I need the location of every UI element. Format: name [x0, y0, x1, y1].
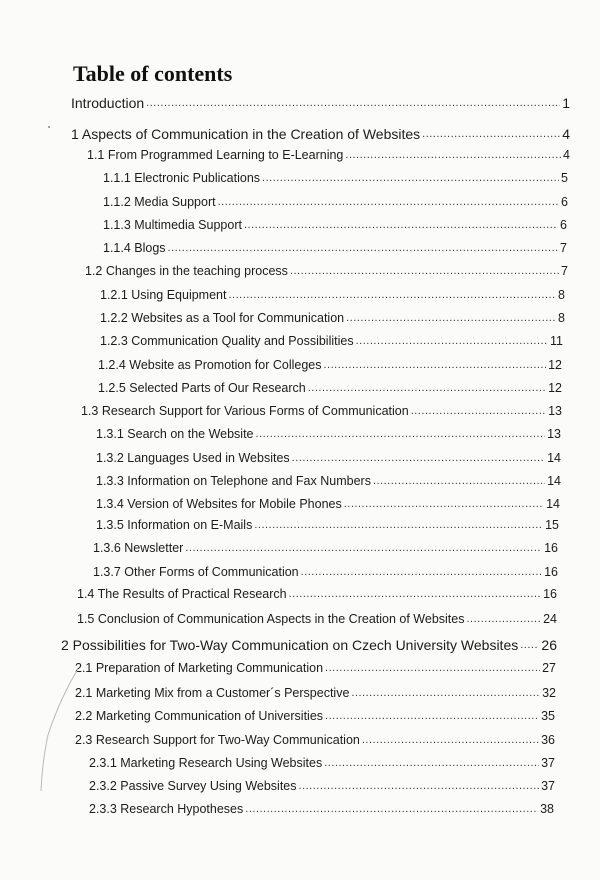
toc-entry: [96, 518, 559, 533]
dot-leader: [289, 587, 542, 602]
toc-entry-label: 2.3 Research Support for Two-Way Communication: [75, 733, 360, 747]
scan-dot-mark: [46, 124, 52, 130]
toc-entry: [96, 474, 561, 489]
dot-leader: [324, 756, 539, 771]
dot-leader: [325, 661, 540, 676]
toc-entry: [77, 587, 557, 602]
toc-entry: [96, 427, 561, 442]
dot-leader: [411, 404, 546, 419]
toc-entry: [100, 311, 565, 326]
dot-leader: [292, 451, 545, 466]
dot-leader: [301, 565, 542, 580]
toc-entry-label: 2.3.2 Passive Survey Using Websites: [89, 779, 297, 793]
toc-entry-page-number: 27: [542, 661, 556, 675]
dot-leader: [290, 264, 559, 279]
toc-entry: [81, 404, 562, 419]
toc-entry-page-number: 8: [558, 288, 565, 302]
toc-entry-label: 1.1.4 Blogs: [103, 241, 166, 255]
dot-leader: [146, 96, 560, 111]
toc-entry-label: 1.3.4 Version of Websites for Mobile Phones: [96, 497, 342, 511]
dot-leader: [254, 518, 543, 533]
toc-entry: [87, 148, 570, 163]
toc-entry-label: 2.1 Marketing Mix from a Customer´s Perspective: [75, 686, 350, 700]
toc-entry-label: 1 Aspects of Communication in the Creation of Websites: [71, 126, 421, 142]
toc-entry: [98, 358, 562, 373]
dot-leader: [218, 195, 559, 210]
toc-entry-label: 2 Possibilities for Two-Way Communication on Czech University Websites: [61, 637, 519, 653]
toc-entry: [96, 497, 560, 512]
toc-entry: [75, 686, 556, 701]
toc-entry: [75, 709, 555, 724]
toc-entry: [93, 541, 558, 556]
toc-entry: [93, 565, 558, 580]
toc-entry-label: 1.2.1 Using Equipment: [100, 288, 227, 302]
toc-entry: [103, 195, 568, 210]
dot-leader: [244, 218, 558, 233]
dot-leader: [422, 127, 560, 142]
toc-entry-label: 1.2.5 Selected Parts of Our Research: [98, 381, 306, 395]
toc-entry: [71, 126, 570, 142]
toc-entry-label: 2.1 Preparation of Marketing Communication: [75, 661, 324, 675]
toc-entry-page-number: 15: [545, 518, 559, 532]
toc-entry-label: 1.3 Research Support for Various Forms of Communication: [81, 404, 409, 418]
toc-entry-label: 1.1 From Programmed Learning to E-Learning: [87, 148, 344, 162]
toc-entry: [89, 779, 555, 794]
dot-leader: [262, 171, 559, 186]
dot-leader: [324, 358, 547, 373]
toc-entry-label: 1.3.6 Newsletter: [93, 541, 184, 555]
toc-entry: [89, 802, 554, 817]
toc-entry-label: 1.3.3 Information on Telephone and Fax Numbers: [96, 474, 371, 488]
page-title: Table of contents: [73, 61, 233, 86]
toc-entry-page-number: 12: [548, 358, 562, 372]
dot-leader: [308, 381, 546, 396]
dot-leader: [185, 541, 542, 556]
dot-leader: [520, 638, 539, 653]
toc-entry: [100, 334, 563, 349]
toc-entry-page-number: 8: [558, 311, 565, 325]
toc-entry-label: 1.1.2 Media Support: [103, 195, 216, 209]
toc-entry-page-number: 32: [542, 686, 556, 700]
toc-entry-page-number: 37: [541, 756, 555, 770]
toc-entry-page-number: 12: [548, 381, 562, 395]
toc-entry-page-number: 16: [543, 587, 557, 601]
toc-entry-page-number: 24: [543, 612, 557, 626]
toc-entry: [103, 218, 567, 233]
toc-entry-page-number: 7: [560, 241, 567, 255]
toc-entry-label: 1.2 Changes in the teaching process: [85, 264, 288, 278]
toc-entry-page-number: 16: [544, 565, 558, 579]
toc-entry: [96, 451, 561, 466]
toc-entry-page-number: 13: [548, 404, 562, 418]
dot-leader: [344, 497, 544, 512]
toc-entry-label: 2.2 Marketing Communication of Universities: [75, 709, 324, 723]
toc-entry-label: 1.3.7 Other Forms of Communication: [93, 565, 299, 579]
toc-entry-page-number: 7: [561, 264, 568, 278]
toc-entry-label: 1.3.5 Information on E-Mails: [96, 518, 253, 532]
toc-entry-page-number: 11: [550, 334, 563, 348]
toc-entry-page-number: 5: [561, 171, 568, 185]
toc-entry-label: 1.4 The Results of Practical Research: [77, 587, 287, 601]
toc-entry-label: 1.2.3 Communication Quality and Possibilities: [100, 334, 354, 348]
toc-entry-page-number: 26: [541, 637, 557, 653]
toc-entry-label: Introduction: [71, 95, 145, 111]
toc-entry: [98, 381, 562, 396]
toc-entry: [103, 171, 568, 186]
toc-entry-label: 2.3.1 Marketing Research Using Websites: [89, 756, 323, 770]
toc-entry-page-number: 38: [540, 802, 554, 816]
toc-entry: [85, 264, 568, 279]
dot-leader: [362, 733, 539, 748]
toc-entry-label: 1.5 Conclusion of Communication Aspects in the Creation of Websites: [77, 612, 465, 626]
dot-leader: [168, 241, 559, 256]
toc-entry-page-number: 6: [561, 195, 568, 209]
toc-entry: [100, 288, 565, 303]
toc-entry: [71, 95, 570, 111]
dot-leader: [356, 334, 548, 349]
toc-entry-page-number: 4: [562, 126, 570, 142]
dot-leader: [345, 148, 561, 163]
dot-leader: [228, 288, 556, 303]
toc-entry-page-number: 37: [541, 779, 555, 793]
toc-entry: [75, 661, 556, 676]
toc-entry: [103, 241, 567, 256]
dot-leader: [325, 709, 539, 724]
dot-leader: [373, 474, 545, 489]
pencil-stroke-mark: [38, 665, 88, 795]
toc-entry-page-number: 14: [547, 474, 561, 488]
toc-entry: [77, 612, 557, 627]
dot-leader: [245, 802, 538, 817]
dot-leader: [346, 311, 556, 326]
toc-entry-label: 2.3.3 Research Hypotheses: [89, 802, 244, 816]
toc-entry-page-number: 36: [541, 733, 555, 747]
toc-entry-label: 1.1.1 Electronic Publications: [103, 171, 261, 185]
toc-entry-page-number: 4: [563, 148, 570, 162]
toc-entry-page-number: 13: [547, 427, 561, 441]
toc-entry-label: 1.2.2 Websites as a Tool for Communication: [100, 311, 345, 325]
dot-leader: [256, 427, 546, 442]
toc-entry-page-number: 16: [544, 541, 558, 555]
toc-entry-label: 1.1.3 Multimedia Support: [103, 218, 242, 232]
toc-entry-page-number: 35: [541, 709, 555, 723]
toc-entry-page-number: 6: [560, 218, 567, 232]
toc-entry-label: 1.3.2 Languages Used in Websites: [96, 451, 290, 465]
toc-entry-label: 1.3.1 Search on the Website: [96, 427, 254, 441]
toc-entry: [89, 756, 555, 771]
toc-entry-page-number: 14: [547, 451, 561, 465]
dot-leader: [466, 612, 541, 627]
toc-entry: [61, 637, 557, 653]
toc-entry-label: 1.2.4 Website as Promotion for Colleges: [98, 358, 322, 372]
toc-entry: [75, 733, 555, 748]
dot-leader: [299, 779, 540, 794]
dot-leader: [351, 686, 540, 701]
toc-entry-page-number: 1: [562, 95, 570, 111]
toc-entry-page-number: 14: [546, 497, 560, 511]
